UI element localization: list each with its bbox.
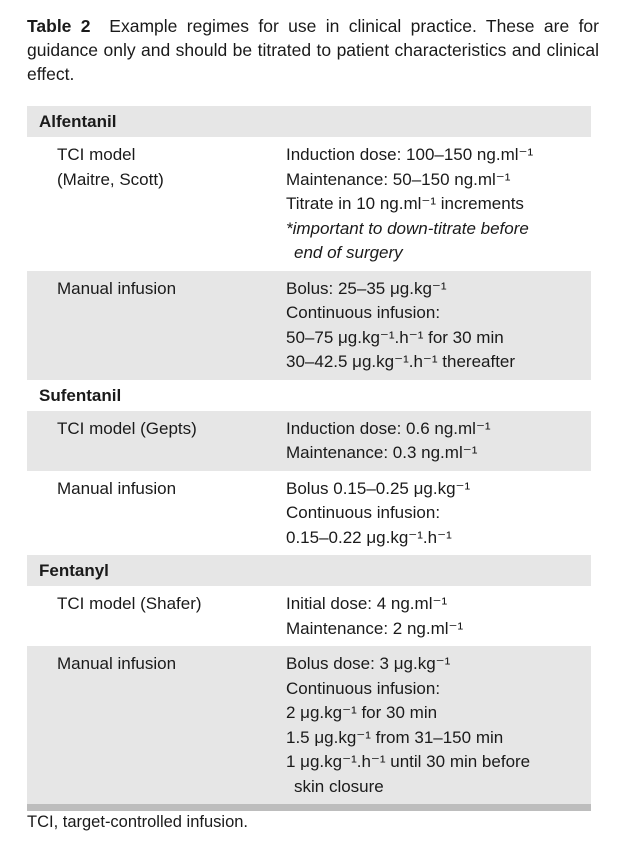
regime-line: Bolus: 25–35 μg.kg⁻¹ (286, 278, 447, 298)
section-header-alfentanil: Alfentanil (27, 106, 591, 137)
table-row (27, 271, 591, 380)
regime-line: skin closure (294, 776, 384, 796)
method-cell (27, 417, 286, 466)
table-label: Table 2 (27, 16, 91, 36)
section-header-sufentanil: Sufentanil (27, 380, 591, 411)
table-footnote: TCI, target-controlled infusion. (27, 813, 249, 831)
table-row (27, 137, 591, 271)
regime-line: Titrate in 10 ng.ml⁻¹ increments (286, 194, 524, 213)
regime-line: Maintenance: 2 ng.ml⁻¹ (286, 618, 464, 638)
table-row (27, 411, 591, 471)
regime-line: 1.5 μg.kg⁻¹ from 31–150 min (286, 727, 504, 747)
regime-line: Maintenance: 0.3 ng.ml⁻¹ (286, 443, 478, 462)
method-cell (27, 652, 286, 799)
regime-line: 30–42.5 μg.kg⁻¹.h⁻¹ thereafter (286, 352, 516, 371)
method-text: Manual infusion (57, 478, 177, 498)
regime-line: Induction dose: 0.6 ng.ml⁻¹ (286, 418, 491, 438)
method-cell (27, 477, 286, 551)
method-cell (27, 592, 286, 641)
regime-cell (286, 277, 591, 375)
regime-line: 50–75 μg.kg⁻¹.h⁻¹ for 30 min (286, 327, 504, 347)
regime-line: Maintenance: 50–150 ng.ml⁻¹ (286, 169, 511, 189)
regime-line: 0.15–0.22 μg.kg⁻¹.h⁻¹ (286, 527, 452, 547)
table-row (27, 646, 591, 804)
table-row (27, 471, 591, 556)
method-text: Manual infusion (57, 654, 177, 673)
table-row (27, 586, 591, 646)
regime-note: *important to down-titrate before (286, 218, 529, 238)
caption-text: Example regimes for use in clinical practice. These are for guidance only and should be titrated to patient characteristics and clinical effect. (27, 16, 599, 84)
dosing-table (27, 106, 591, 811)
section-header-fentanyl: Fentanyl (27, 555, 591, 586)
method-text: TCI model (57, 145, 136, 164)
method-text: (Maitre, Scott) (57, 169, 164, 189)
method-text: TCI model (Gepts) (57, 418, 197, 438)
regime-note: end of surgery (294, 243, 403, 262)
regime-line: Continuous infusion: (286, 678, 441, 698)
regime-cell (286, 143, 591, 266)
table-caption (27, 14, 599, 86)
table-bottom-rule (27, 804, 591, 811)
regime-cell (286, 417, 591, 466)
regime-line: Initial dose: 4 ng.ml⁻¹ (286, 594, 448, 613)
regime-line: 1 μg.kg⁻¹.h⁻¹ until 30 min before (286, 752, 531, 771)
regime-cell (286, 477, 591, 551)
method-cell (27, 277, 286, 375)
method-cell (27, 143, 286, 266)
regime-line: Continuous infusion: (286, 503, 441, 522)
regime-cell (286, 652, 591, 799)
method-text: TCI model (Shafer) (57, 594, 202, 613)
regime-line: Continuous infusion: (286, 303, 441, 322)
regime-line: Bolus dose: 3 μg.kg⁻¹ (286, 654, 451, 673)
regime-cell (286, 592, 591, 641)
regime-line: 2 μg.kg⁻¹ for 30 min (286, 703, 438, 722)
regime-line: Bolus 0.15–0.25 μg.kg⁻¹ (286, 478, 471, 498)
method-text: Manual infusion (57, 278, 177, 298)
regime-line: Induction dose: 100–150 ng.ml⁻¹ (286, 145, 534, 164)
